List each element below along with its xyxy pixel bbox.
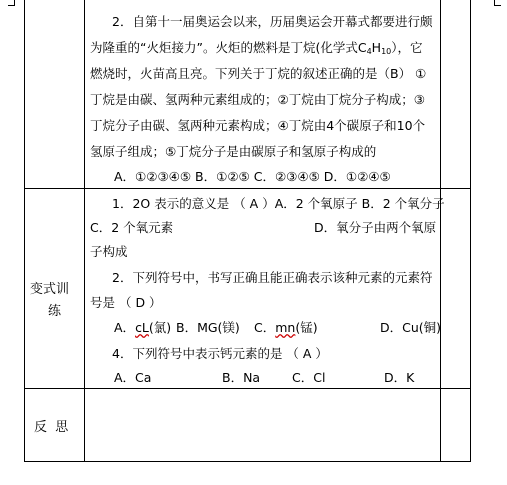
question-4-option-d: D．K bbox=[384, 370, 415, 385]
question-1-line-1: 1．2O 表示的意义是 （ A ）A．2 个氧原子 B．2 个氧分子 bbox=[112, 196, 445, 211]
question-2-line-6: 氢原子组成；⑤丁烷分子是由碳原子和氢原子构成的 bbox=[90, 144, 377, 159]
question-4-option-a: A．Ca bbox=[114, 370, 152, 385]
question-4-option-c: C．Cl bbox=[292, 370, 326, 385]
table-border-left bbox=[24, 0, 25, 462]
question-4-option-b: B．Na bbox=[222, 370, 261, 385]
question-2b-line-1: 2．下列符号中，书写正确且能正确表示该种元素的元素符 bbox=[112, 270, 433, 285]
question-2b-line-2: 号是 （ D ） bbox=[90, 295, 162, 310]
table-inner-right-divider bbox=[440, 0, 441, 462]
question-1-line-3: 子构成 bbox=[90, 244, 128, 259]
question-2b-option-c: C．mn(锰) bbox=[254, 320, 318, 335]
question-2-line-4: 丁烷是由碳、氢两种元素组成的；②丁烷由丁烷分子构成；③ bbox=[90, 92, 425, 107]
corner-marker-top-right-h bbox=[494, 5, 501, 6]
question-1-option-c: C．2 个氧元素 bbox=[90, 220, 174, 235]
row-label-reflection: 反 思 bbox=[34, 420, 69, 435]
question-2-line-3: 燃烧时，火苗高且亮。下列关于丁烷的叙述正确的是（B） ① bbox=[90, 66, 427, 81]
row-label-variant-training-2: 练 bbox=[48, 304, 62, 319]
row-label-variant-training-1: 变式训 bbox=[30, 282, 70, 297]
table-border-right bbox=[470, 0, 471, 462]
corner-marker-top-left-h bbox=[8, 5, 15, 6]
table-border-bottom bbox=[24, 461, 471, 462]
question-4-line-1: 4．下列符号中表示钙元素的是 （ A ） bbox=[112, 346, 328, 361]
question-1-option-d: D．氧分子由两个氧原 bbox=[314, 220, 437, 235]
table-column-divider bbox=[84, 0, 85, 462]
question-2-line-2: 为隆重的“火炬接力”。火炬的燃料是丁烷(化学式$C_4H_{10}$），它 bbox=[90, 40, 423, 56]
row-divider-1 bbox=[24, 188, 471, 189]
question-2-options: A．①②③④⑤ B．①②⑤ C．②③④⑤ D．①②④⑤ bbox=[114, 169, 391, 184]
row-divider-2 bbox=[24, 388, 471, 389]
question-2-line-5: 丁烷分子由碳、氢两种元素构成；④丁烷由4个碳原子和10个 bbox=[90, 118, 426, 133]
question-2-line-1: 2．自第十一届奥运会以来，历届奥运会开幕式都要进行颇 bbox=[112, 14, 433, 29]
question-2b-option-b: B．MG(镁) bbox=[176, 320, 240, 335]
question-2b-option-d: D．Cu(铜) bbox=[380, 320, 442, 335]
question-2b-options: A．cL(氯) bbox=[114, 320, 172, 335]
